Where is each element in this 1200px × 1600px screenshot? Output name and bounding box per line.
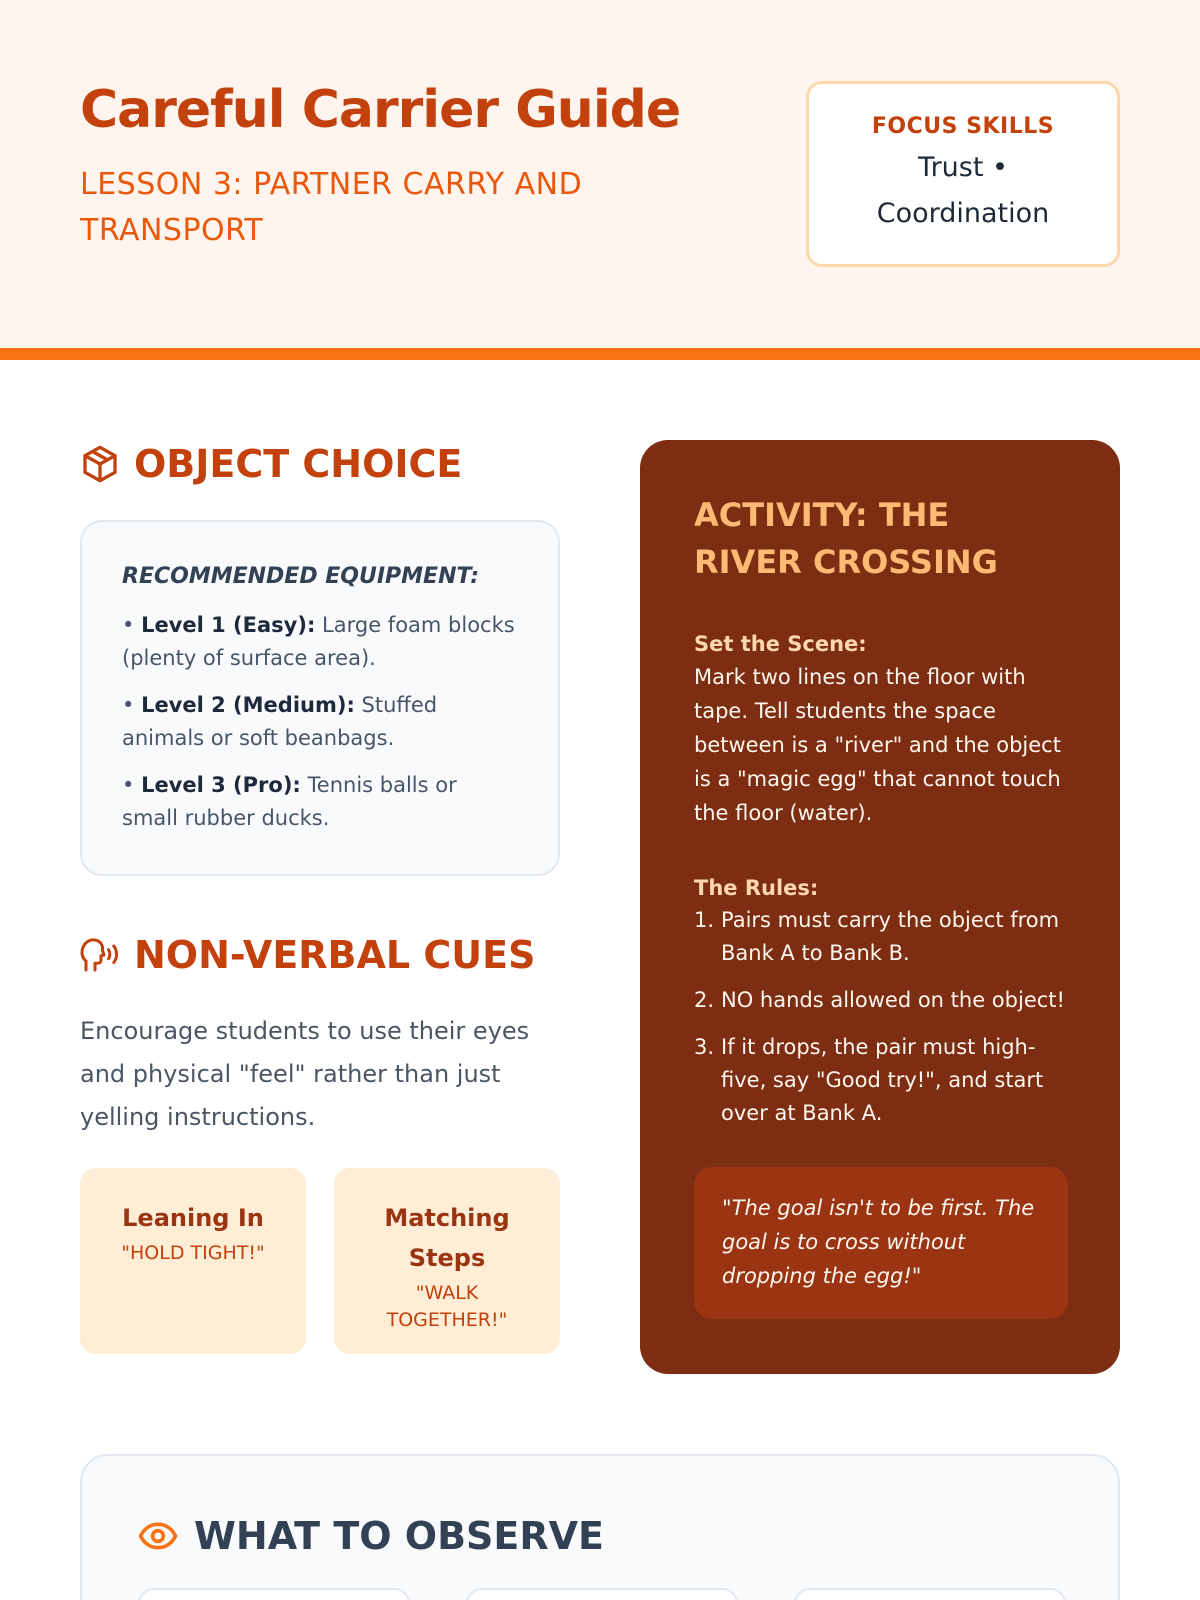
activity-panel — [640, 440, 1120, 1374]
page-header — [0, 0, 1200, 360]
object-choice-title: OBJECT CHOICE — [134, 442, 463, 486]
rule-item — [694, 904, 1066, 970]
lesson-subtitle: LESSON 3: PARTNER CARRY AND TRANSPORT — [80, 167, 583, 248]
cue-title: Matching Steps — [384, 1204, 510, 1272]
equipment-card — [80, 520, 560, 876]
rule-number: 2. — [694, 988, 715, 1012]
rule-number: 1. — [694, 908, 715, 932]
focus-skills-label: FOCUS SKILLS — [871, 114, 1055, 139]
cue-card-matching-steps — [334, 1168, 560, 1354]
equipment-text: Stuffed animals or soft beanbags. — [122, 693, 438, 750]
equipment-text: Tennis balls or small rubber ducks. — [122, 773, 457, 830]
cue-quote: "WALK TOGETHER!" — [386, 1282, 508, 1331]
package-icon — [80, 443, 122, 485]
equipment-level: Level 1 (Easy): — [141, 613, 316, 637]
non-verbal-description: Encourage students to use their eyes and physical "feel" rather than just yelling instructions. — [80, 1017, 530, 1131]
speaking-head-icon — [80, 934, 122, 976]
rule-text: NO hands allowed on the object! — [721, 988, 1065, 1012]
scene-text: Mark two lines on the floor with tape. Tell students the space between is a "river" and the object is a "magic egg" that cannot touch the floor (water). — [694, 665, 1061, 825]
equipment-item: • Level 2 (Medium): Stuffed animals or soft beanbags. — [122, 693, 438, 750]
page-title: Careful Carrier Guide — [80, 80, 681, 140]
equipment-item: • Level 3 (Pro): Tennis balls or small rubber ducks. — [122, 773, 457, 830]
rule-item — [694, 984, 1066, 1017]
equipment-level: Level 3 (Pro): — [141, 773, 301, 797]
object-choice-heading — [80, 442, 462, 486]
cue-quote: "HOLD TIGHT!" — [121, 1242, 265, 1264]
focus-skills-box — [806, 81, 1120, 267]
eye-icon — [138, 1515, 180, 1557]
observe-section — [80, 1454, 1120, 1600]
observe-card — [138, 1588, 410, 1600]
activity-title: ACTIVITY: THE RIVER CROSSING — [694, 496, 998, 581]
observe-heading — [138, 1514, 604, 1558]
rule-number: 3. — [694, 1035, 715, 1059]
rules-list — [694, 904, 1066, 1130]
equipment-text: Large foam blocks (plenty of surface area). — [122, 613, 515, 670]
non-verbal-heading — [80, 933, 535, 977]
rule-text: Pairs must carry the object from Bank A to Bank B. — [721, 908, 1060, 965]
non-verbal-title: NON-VERBAL CUES — [134, 933, 536, 977]
rule-text: If it drops, the pair must high-five, say "Good try!", and start over at Bank A. — [721, 1035, 1044, 1125]
rule-item — [694, 1031, 1066, 1130]
observe-card — [466, 1588, 738, 1600]
equipment-title: RECOMMENDED EQUIPMENT: — [122, 564, 480, 589]
observe-card — [794, 1588, 1066, 1600]
rules-label: The Rules: — [694, 876, 819, 900]
cue-title: Leaning In — [122, 1204, 264, 1232]
focus-skills-value: Trust • Coordination — [876, 152, 1050, 229]
cue-card-leaning-in — [80, 1168, 306, 1354]
scene-label: Set the Scene: — [694, 632, 867, 656]
activity-quote: "The goal isn't to be first. The goal is to cross without dropping the egg!" — [694, 1167, 1068, 1319]
observe-title: WHAT TO OBSERVE — [194, 1514, 605, 1558]
equipment-item: • Level 1 (Easy): Large foam blocks (plenty of surface area). — [122, 613, 515, 670]
equipment-level: Level 2 (Medium): — [141, 693, 355, 717]
